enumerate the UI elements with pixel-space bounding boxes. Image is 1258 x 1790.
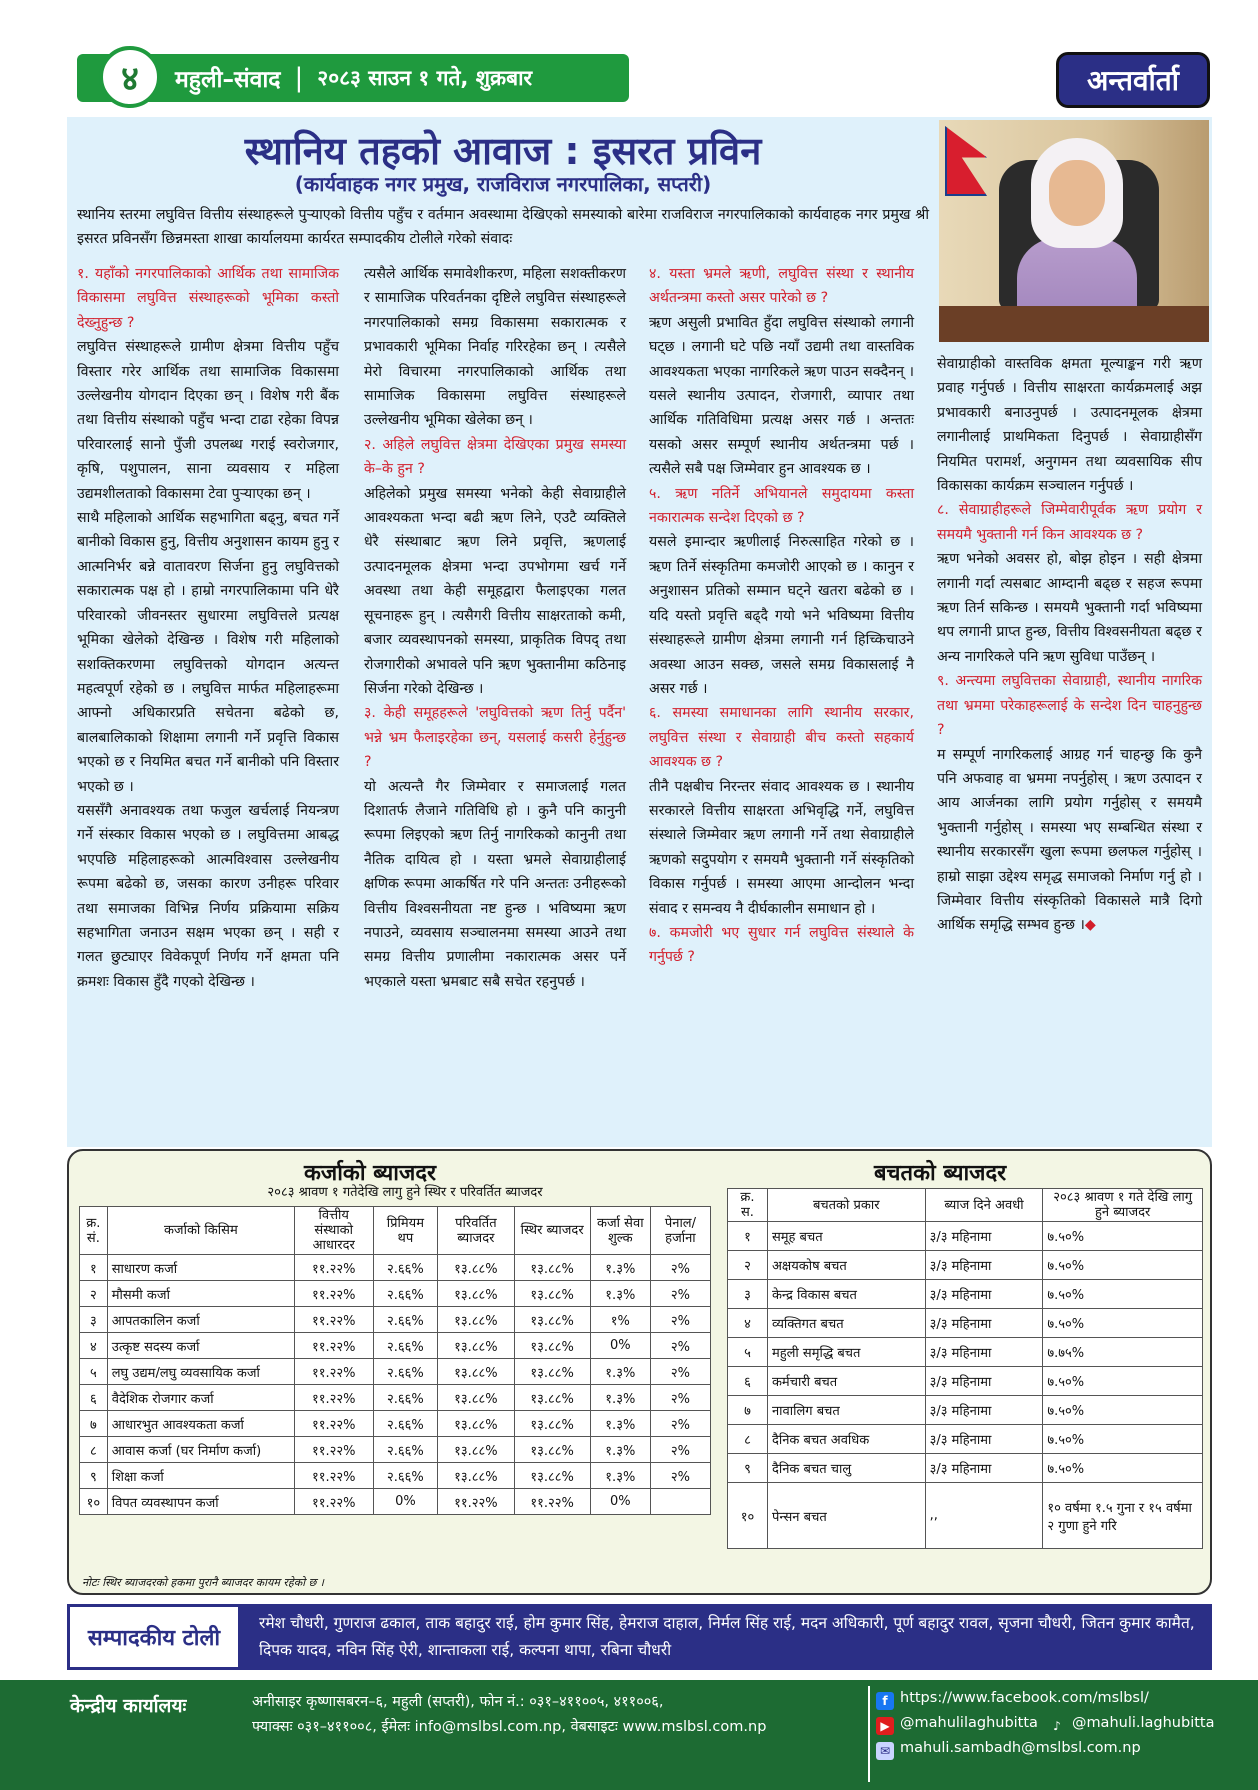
loan-col-base: वित्तीय संस्थाको आधारदर bbox=[294, 1207, 373, 1255]
youtube-link[interactable]: @mahulilaghubitta bbox=[900, 1715, 1038, 1731]
loan-table-note: नोटः स्थिर ब्याजदरको हकमा पुरानै ब्याजदर कायम रहेको छ । bbox=[82, 1576, 324, 1589]
end-mark-icon: ◆ bbox=[1084, 917, 1096, 934]
savings-rate-table bbox=[727, 1188, 1203, 1549]
question-2: २. अहिले लघुवित्त क्षेत्रमा देखिएका प्रमुख समस्या के–के हुन ? bbox=[364, 436, 626, 478]
interviewee-photo bbox=[939, 120, 1209, 342]
masthead-bar bbox=[77, 54, 629, 102]
table-row: १ समूह बचत ३/३ महिनामा ७.५०% bbox=[728, 1222, 1203, 1251]
address-line-1: अनीसाइर कृष्णासबरन–६, महुली (सप्तरी), फोन नं.: ०३१–४११००५, ४११००६, bbox=[252, 1694, 664, 1710]
loan-col-fixed: स्थिर ब्याजदर bbox=[514, 1207, 590, 1255]
loan-table-title: कर्जाको ब्याजदर bbox=[304, 1161, 437, 1186]
table-row: २ अक्षयकोष बचत ३/३ महिनामा ७.५०% bbox=[728, 1251, 1203, 1280]
table-row: ५ महुली समृद्धि बचत ३/३ महिनामा ७.७५% bbox=[728, 1338, 1203, 1367]
footer bbox=[0, 1680, 1258, 1790]
savings-table-header bbox=[728, 1189, 1203, 1222]
table-row: ९ शिक्षा कर्जा ११.२२% २.६६% १३.८८% १३.८८% १.३% २% bbox=[80, 1463, 711, 1489]
loan-table-subtitle: २०८३ श्रावण १ गतेदेखि लागु हुने स्थिर र परिवर्तित ब्याजदर bbox=[267, 1185, 543, 1200]
answer-5: यसले इमान्दार ऋणीलाई निरुत्साहित गरेको छ । ऋण तिर्ने संस्कृतिमा कमजोरी आएको छ । कानुन र अनुशासन प्रतिको सम्मान घट्ने खतरा बढेको छ । यदि यस्तो प्रवृत्ति बढ्दै गयो भने भविष्यमा वित्तीय संस्थाहरूले ग्रामीण क्षेत्रमा लगानी गर्न हिच्किचाउने अवस्था आउन सक्छ, जसले समग्र विकासलाई नै असर गर्छ । bbox=[649, 534, 914, 697]
loan-table-header bbox=[80, 1207, 711, 1255]
savings-col-type: बचतको प्रकार bbox=[767, 1189, 925, 1222]
article-intro: स्थानिय स्तरमा लघुवित्त वित्तीय संस्थाहरूले पुऱ्याएको वित्तीय पहुँच र वर्तमान अवस्थामा देखिएको समस्याको बारेमा राजविराज नगरपालिकाको कार्यवाहक नगर प्रमुख श्री इसरत प्रविनसँग छिन्नमस्ता शाखा कार्यालयमा कार्यरत सम्पादकीय टोलीले गरेको संवादः bbox=[77, 207, 929, 247]
question-5: ५. ऋण नतिर्ने अभियानले समुदायमा कस्ता नकारात्मक सन्देश दिएको छ ? bbox=[649, 485, 914, 527]
tiktok-link[interactable]: @mahuli.laghubitta bbox=[1071, 1715, 1215, 1731]
answer-4: ऋण असुली प्रभावित हुँदा लघुवित्त संस्थाको लगानी घट्छ । लगानी घटे पछि नयाँ उद्यमी तथा वास्तविक आवश्यकता भएका नागरिकले ऋण पाउन सक्दैनन् । यसले स्थानीय उत्पादन, रोजगारी, व्यापार तथा आर्थिक गतिविधिमा प्रत्यक्ष असर गर्छ । अन्ततः यसको असर सम्पूर्ण स्थानीय अर्थतन्त्रमा पर्छ । त्यसैले सबै पक्ष जिम्मेवार हुन आवश्यक छ । bbox=[649, 314, 914, 478]
table-row: ७ नावालिग बचत ३/३ महिनामा ७.५०% bbox=[728, 1396, 1203, 1425]
answer-2: अहिलेको प्रमुख समस्या भनेको केही सेवाग्राहीले आवश्यकता भन्दा बढी ऋण लिने, एउटै व्यक्तिले धेरै संस्थाबाट ऋण लिने प्रवृत्ति, ऋणलाई उत्पादनमूलक क्षेत्रमा भन्दा उपभोगमा खर्च गर्ने अवस्था तथा केही समूहद्वारा फैलाइएका गलत सूचनाहरू हुन् । त्यसैगरी वित्तीय साक्षरताको कमी, बजार व्यवस्थापनको समस्या, प्राकृतिक विपद् तथा रोजगारीको अभावले पनि ऋण भुक्तानीमा कठिनाइ सिर्जना गरेको देखिन्छ । bbox=[364, 485, 626, 697]
table-row: ६ कर्मचारी बचत ३/३ महिनामा ७.५०% bbox=[728, 1367, 1203, 1396]
article-column-1 bbox=[77, 262, 339, 994]
table-row: ५ लघु उद्यम/लघु व्यवसायिक कर्जा ११.२२% २.६६% १३.८८% १३.८८% १.३% २% bbox=[80, 1359, 711, 1385]
loan-col-fee: कर्जा सेवा शुल्क bbox=[590, 1207, 650, 1255]
editorial-team-names: रमेश चौधरी, गुणराज ढकाल, ताक बहादुर राई, होम कुमार सिंह, हेमराज दाहाल, निर्मल सिंह राई, मदन अधिकारी, पूर्ण बहादुर रावल, सृजना चौधरी, जितन कुमार कामैत, दिपक यादव, नविन सिंह ऐरी, शान्ताकला राई, कल्पना थापा, रबिना चौधरी bbox=[259, 1614, 1195, 1659]
office-label: केन्द्रीय कार्यालयः bbox=[70, 1695, 187, 1717]
answer-9 bbox=[937, 743, 1202, 938]
table-row: १ साधारण कर्जा ११.२२% २.६६% १३.८८% १३.८८% १.३% २% bbox=[80, 1255, 711, 1281]
savings-col-period: ब्याज दिने अवधी bbox=[925, 1189, 1043, 1222]
answer-1-part-b: साथै महिलाको आर्थिक सहभागिता बढ्नु, बचत गर्ने बानीको विकास हुनु, वित्तीय अनुशासन कायम हुनु र आत्मनिर्भर बन्ने वातावरण सिर्जना हुनु लघुवित्तको सकारात्मक पक्ष हो । हाम्रो नगरपालिकामा पनि धेरै परिवारको जीवनस्तर सुधारमा लघुवित्तले प्रत्यक्ष भूमिका खेलेको देखिन्छ । विशेष गरी महिलाको सशक्तिकरणमा लघुवित्तको योगदान अत्यन्त महत्वपूर्ण रहेको छ । लघुवित्त मार्फत महिलाहरूमा आफ्नो अधिकारप्रति सचेतना बढेको छ, बालबालिकाको शिक्षामा लगानी गर्ने प्रवृत्ति विकास भएको छ र नियमित बचत गर्ने बानीको पनि विस्तार भएको छ । bbox=[77, 510, 339, 795]
loan-col-sn: क्र. सं. bbox=[80, 1207, 108, 1255]
question-3: ३. केही समूहहरूले 'लघुवित्तको ऋण तिर्नु पर्दैन' भन्ने भ्रम फैलाइरहेका छन्, यसलाई कसरी हेर्नुहुन्छ ? bbox=[364, 705, 626, 771]
loan-rate-table bbox=[79, 1206, 711, 1515]
table-row: ८ दैनिक बचत अवधिक ३/३ महिनामा ७.५०% bbox=[728, 1425, 1203, 1454]
footer-divider bbox=[868, 1686, 870, 1782]
loan-col-variable: परिवर्तित ब्याजदर bbox=[438, 1207, 514, 1255]
article-column-3 bbox=[649, 262, 914, 970]
table-row: ७ आधारभुत आवश्यकता कर्जा ११.२२% २.६६% १३.८८% १३.८८% १.३% २% bbox=[80, 1411, 711, 1437]
issue-date: २०८३ साउन १ गते, शुक्रबार bbox=[317, 66, 533, 90]
article-subtitle: (कार्यवाहक नगर प्रमुख, राजविराज नगरपालिका, सप्तरी) bbox=[294, 172, 712, 196]
editorial-team-bar bbox=[67, 1604, 1212, 1670]
address-line-2: फ्याक्सः ०३१–४११००८, ईमेलः info@mslbsl.com.np, वेबसाइटः www.mslbsl.com.np bbox=[252, 1719, 767, 1735]
article-column-4 bbox=[937, 352, 1202, 938]
answer-1-part-a: लघुवित्त संस्थाहरूले ग्रामीण क्षेत्रमा वित्तीय पहुँच विस्तार गरेर आर्थिक तथा सामाजिक विकासमा उल्लेखनीय योगदान दिएका छन् । विशेष गरी बैंक तथा वित्तीय संस्थाको पहुँच भन्दा टाढा रहेका विपन्न परिवारलाई सानो पुँजी उपलब्ध गराई स्वरोजगार, कृषि, पशुपालन, साना व्यवसाय र महिला उद्यमशीलताको विकासमा टेवा पुऱ्याएका छन् । bbox=[77, 339, 339, 502]
table-row: ४ उत्कृष्ट सदस्य कर्जा ११.२२% २.६६% १३.८८% १३.८८% 0% २% bbox=[80, 1333, 711, 1359]
table-row: ४ व्यक्तिगत बचत ३/३ महिनामा ७.५०% bbox=[728, 1309, 1203, 1338]
tiktok-icon: ♪ bbox=[1053, 1719, 1061, 1733]
savings-col-rate: २०८३ श्रावण १ गते देखि लागु हुने ब्याजदर bbox=[1043, 1189, 1203, 1222]
newspaper-name: महुली–संवाद bbox=[175, 67, 281, 93]
facebook-icon: f bbox=[876, 1692, 894, 1710]
youtube-tiktok-links bbox=[876, 1711, 1214, 1736]
question-4: ४. यस्ता भ्रमले ऋणी, लघुवित्त संस्था र स्थानीय अर्थतन्त्रमा कस्तो असर पारेको छ ? bbox=[649, 266, 914, 307]
loan-col-premium: प्रिमियम थप bbox=[373, 1207, 438, 1255]
masthead-divider: | bbox=[294, 63, 304, 93]
question-1: १. यहाँको नगरपालिकाको आर्थिक तथा सामाजिक विकासमा लघुवित्त संस्थाहरूको भूमिका कस्तो देख्नुहुन्छ ? bbox=[77, 266, 339, 331]
email-icon: ✉ bbox=[876, 1742, 894, 1760]
question-6: ६. समस्या समाधानका लागि स्थानीय सरकार, लघुवित्त संस्था र सेवाग्राही बीच कस्तो सहकार्य आवश्यक छ ? bbox=[649, 705, 914, 771]
editorial-team-label: सम्पादकीय टोली bbox=[67, 1604, 241, 1670]
question-9: ९. अन्त्यमा लघुवित्तका सेवाग्राही, स्थानीय नागरिक तथा भ्रममा परेकाहरूलाई के सन्देश दिन चाहनुहुन्छ ? bbox=[937, 673, 1202, 739]
loan-col-type: कर्जाको किसिम bbox=[107, 1207, 294, 1255]
table-row: १० पेन्सन बचत ,, १० वर्षमा १.५ गुना र १५ वर्षमा २ गुणा हुने गरि bbox=[728, 1483, 1203, 1549]
savings-table-title: बचतको ब्याजदर bbox=[874, 1161, 1007, 1186]
table-row: ९ दैनिक बचत चालु ३/३ महिनामा ७.५०% bbox=[728, 1454, 1203, 1483]
question-7: ७. कमजोरी भए सुधार गर्न लघुवित्त संस्थाले के गर्नुपर्छ ? bbox=[649, 924, 914, 966]
table-row: ६ वैदेशिक रोजगार कर्जा ११.२२% २.६६% १३.८८% १३.८८% १.३% २% bbox=[80, 1385, 711, 1411]
answer-8: ऋण भनेको अवसर हो, बोझ होइन । सही क्षेत्रमा लगानी गर्दा त्यसबाट आम्दानी बढ्छ र सहज रूपमा ऋण तिर्न सकिन्छ । समयमै भुक्तानी गर्दा भविष्यमा थप लगानी प्राप्त हुन्छ, वित्तीय विश्वसनीयता बढ्छ र अन्य नागरिकले पनि ऋण सुविधा पाउँछन् । bbox=[937, 551, 1202, 665]
answer-9-text: म सम्पूर्ण नागरिकलाई आग्रह गर्न चाहन्छु कि कुनै पनि अफवाह वा भ्रममा नपर्नुहोस् । ऋण उत्पादन र आय आर्जनका लागि प्रयोग गर्नुहोस् र समयमै भुक्तानी गर्नुहोस् । समस्या भए सम्बन्धित संस्था र स्थानीय सरकारसँग खुला रूपमा छलफल गर्नुहोस् । हाम्रो साझा उद्देश्य समृद्ध समाजको निर्माण गर्नु हो । जिम्मेवार वित्तीय संस्कृतिको विकासले मात्रै दिगो आर्थिक समृद्धि सम्भव हुन्छ । bbox=[937, 746, 1202, 934]
loan-col-penalty: पेनाल/ हर्जाना bbox=[650, 1207, 710, 1255]
answer-6: तीनै पक्षबीच निरन्तर संवाद आवश्यक छ । स्थानीय सरकारले वित्तीय साक्षरता अभिवृद्धि गर्ने, लघुवित्त संस्थाले जिम्मेवार ऋण लगानी गर्ने तथा सेवाग्राहीले ऋणको सदुपयोग र समयमै भुक्तानी गर्ने संस्कृतिको विकास गर्नुपर्छ । समस्या आएमा आन्दोलन भन्दा संवाद र समन्वय नै दीर्घकालीन समाधान हो । bbox=[649, 778, 914, 917]
answer-7: सेवाग्राहीको वास्तविक क्षमता मूल्याङ्कन गरी ऋण प्रवाह गर्नुपर्छ । वित्तीय साक्षरता कार्यक्रमलाई अझ प्रभावकारी बनाउनुपर्छ । उत्पादनमूलक क्षेत्रमा लगानीलाई प्राथमिकता दिनुपर्छ । सेवाग्राहीसँग नियमित परामर्श, अनुगमन तथा व्यवसायिक सीप विकासका कार्यक्रम सञ्चालन गर्नुपर्छ । bbox=[937, 356, 1202, 495]
facebook-link[interactable]: f https://www.facebook.com/mslbsl/ bbox=[876, 1686, 1214, 1711]
question-8: ८. सेवाग्राहीहरूले जिम्मेवारीपूर्वक ऋण प्रयोग र समयमै भुक्तानी गर्न किन आवश्यक छ ? bbox=[937, 502, 1202, 543]
table-row: १० विपत व्यवस्थापन कर्जा ११.२२% 0% ११.२२% ११.२२% 0% bbox=[80, 1489, 711, 1515]
office-address bbox=[252, 1690, 872, 1740]
article-column-2 bbox=[364, 262, 626, 994]
savings-col-sn: क्र. स. bbox=[728, 1189, 768, 1222]
section-label: अन्तर्वार्ता bbox=[1056, 52, 1210, 108]
social-links bbox=[876, 1686, 1214, 1761]
page-number: ४ bbox=[99, 46, 161, 108]
table-row: ३ आपतकालिन कर्जा ११.२२% २.६६% १३.८८% १३.८८% १% २% bbox=[80, 1307, 711, 1333]
table-row: ३ केन्द्र विकास बचत ३/३ महिनामा ७.५०% bbox=[728, 1280, 1203, 1309]
answer-3: यो अत्यन्तै गैर जिम्मेवार र समाजलाई गलत दिशातर्फ लैजाने गतिविधि हो । कुनै पनि कानुनी रूपमा लिइएको ऋण तिर्नु नागरिकको कानुनी तथा नैतिक दायित्व हो । यस्ता भ्रमले सेवाग्राहीलाई क्षणिक रूपमा आकर्षित गरे पनि अन्ततः उनीहरूको वित्तीय विश्वसनीयता नष्ट हुन्छ । भविष्यमा ऋण नपाउने, व्यवसाय सञ्चालनमा समस्या आउने तथा समग्र वित्तीय प्रणालीमा नकारात्मक असर पर्ने भएकाले यस्ता भ्रमबाट सबै सचेत रहनुपर्छ । bbox=[364, 778, 626, 990]
table-row: २ मौसमी कर्जा ११.२२% २.६६% १३.८८% १३.८८% १.३% २% bbox=[80, 1281, 711, 1307]
answer-1-part-c: यससँगै अनावश्यक तथा फजुल खर्चलाई नियन्त्रण गर्ने संस्कार विकास भएको छ । लघुवित्तमा आबद्ध भएपछि महिलाहरूको आत्मविश्वास उल्लेखनीय रूपमा बढेको छ, जसका कारण उनीहरू परिवार तथा समाजका विभिन्न निर्णय प्रक्रियामा सक्रिय सहभागिता जनाउन सक्षम भएका छन् । सही र गलत छुट्याएर विवेकपूर्ण निर्णय गर्ने क्षमता पनि क्रमशः विकास हुँदै गएको देखिन्छ । bbox=[77, 802, 339, 990]
article-title: स्थानिय तहको आवाज : इसरत प्रविन bbox=[244, 129, 762, 173]
youtube-icon: ▶ bbox=[876, 1717, 894, 1735]
table-row: ८ आवास कर्जा (घर निर्माण कर्जा) ११.२२% २.६६% १३.८८% १३.८८% १.३% २% bbox=[80, 1437, 711, 1463]
answer-1-part-d: त्यसैले आर्थिक समावेशीकरण, महिला सशक्तीकरण र सामाजिक परिवर्तनका दृष्टिले लघुवित्त संस्थाहरूले नगरपालिकाको समग्र विकासमा सकारात्मक र प्रभावकारी भूमिका निर्वाह गरिरहेका छन् । त्यसैले मेरो विचारमा नगरपालिकाको आर्थिक तथा सामाजिक विकासमा लघुवित्त संस्थाहरूले उल्लेखनीय भूमिका खेलेका छन् । bbox=[364, 266, 626, 429]
email-link[interactable]: ✉ mahuli.sambadh@mslbsl.com.np bbox=[876, 1736, 1214, 1761]
